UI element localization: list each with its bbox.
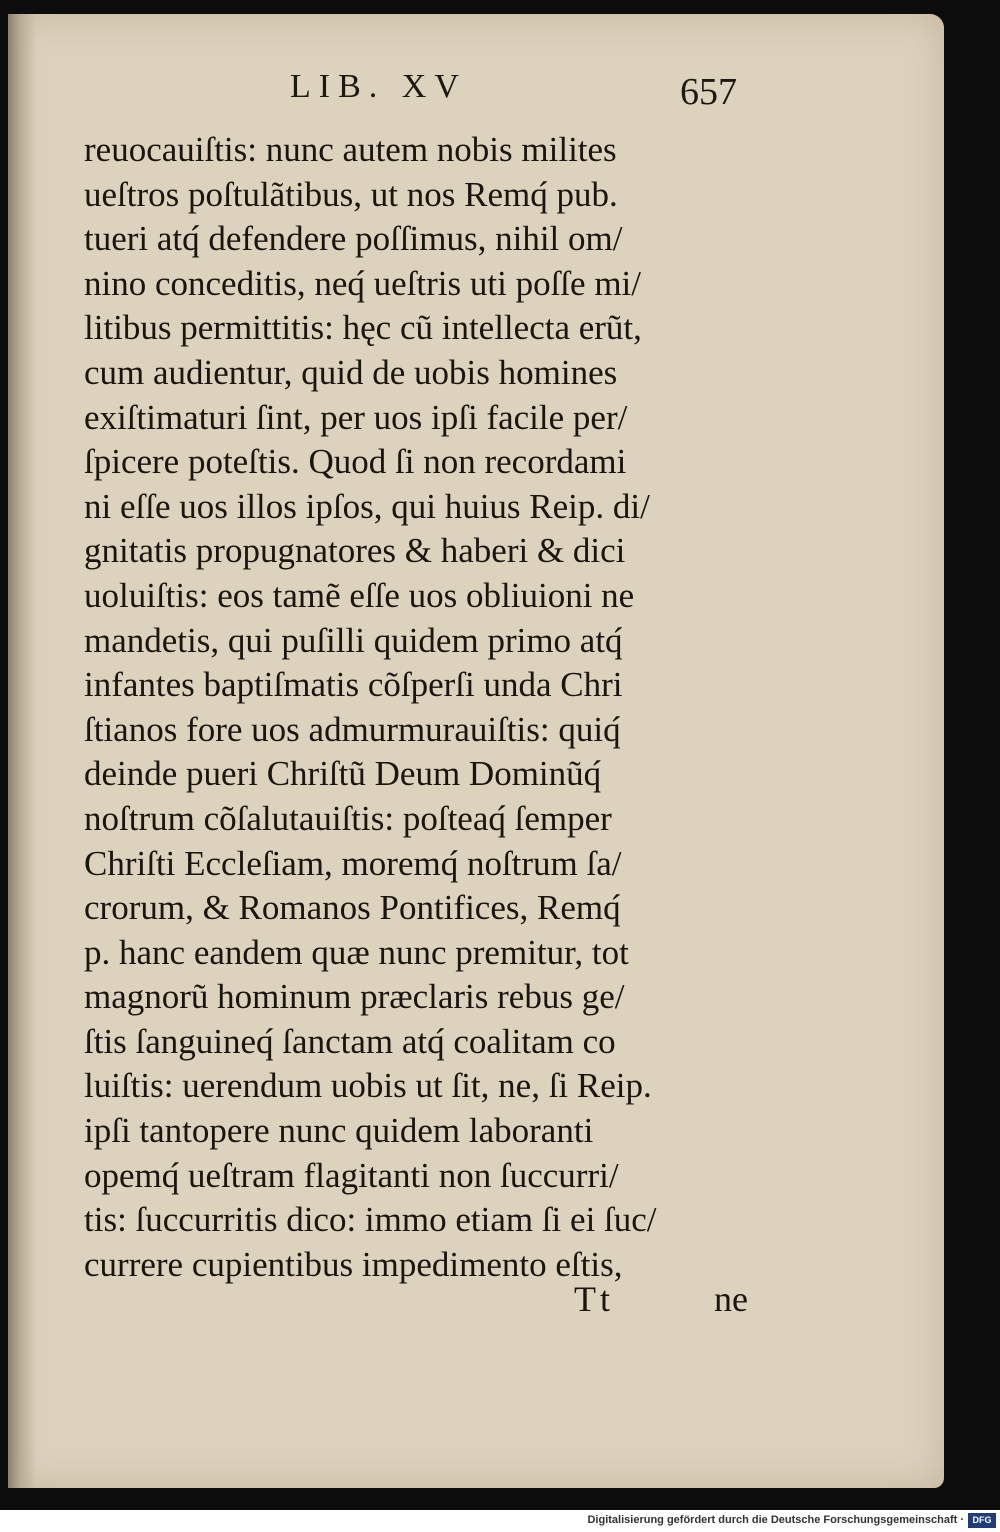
text-line: tueri atq́ defendere poſſimus, nihil om/ [84,219,623,259]
text-line: currere cupientibus impedimento eſtis, [84,1244,623,1284]
text-line: exiſtimaturi ſint, per uos ipſi facile per/ [84,397,628,437]
text-line: reuocauiſtis: nunc autem nobis milites [84,130,617,169]
text-line: ipſi tantopere nunc quidem laboranti [84,1111,594,1151]
text-line: crorum, & Romanos Pontifices, Remq́ [84,888,621,928]
footer-bar [0,1510,1000,1532]
text-line: p. hanc eandem quæ nunc premitur, tot [84,932,629,972]
text-line: ſtis ſanguineq́ ſanctam atq́ coalitam co [84,1021,616,1061]
signature-mark: Tt [574,1279,614,1319]
page-gutter [8,14,36,1488]
text-line: infantes baptiſmatis cõſperſi unda Chri [84,665,623,705]
text-line: ſtianos fore uos admurmurauiſtis: quiq́ [84,709,621,749]
text-line: cum audientur, quid de uobis homines [84,352,618,392]
funding-credit: Digitalisierung gefördert durch die Deutsche Forschungsgemeinschaft · [587,1514,964,1526]
text-line: deinde pueri Chriſtũ Deum Dominũq́ [84,754,602,794]
running-head: LIB. XV [290,68,467,105]
text-line: gnitatis propugnatores & haberi & dici [84,531,626,571]
catchword: ne [714,1279,748,1319]
text-line: Chriſti Eccleſiam, moremq́ noſtrum ſa/ [84,843,622,883]
text-line: tis: ſuccurritis dico: immo etiam ſi ei ſuc/ [84,1200,657,1240]
text-line: mandetis, qui puſilli quidem primo atq́ [84,620,623,660]
text-line: uoluiſtis: eos tamẽ eſſe uos obliuioni ne [84,575,635,615]
page-number: 657 [680,71,737,113]
text-line: litibus permittitis: hęc cũ intellecta erũt, [84,308,642,348]
text-block [84,128,764,1287]
dfg-logo: DFG [968,1513,996,1528]
text-line: ni eſſe uos illos ipſos, qui huius Reip. di/ [84,486,650,526]
text-line: noſtrum cõſalutauiſtis: poſteaq́ ſemper [84,798,612,838]
text-line: opemq́ ueſtram flagitanti non ſuccurri/ [84,1155,619,1195]
text-line: ſpicere poteſtis. Quod ſi non recordami [84,442,627,482]
text-line: nino conceditis, neq́ ueſtris uti poſſe mi/ [84,263,641,303]
text-line: magnorũ hominum præclaris rebus ge/ [84,977,625,1017]
text-line: ueſtros poſtulãtibus, ut nos Remq́ pub. [84,174,618,214]
book-page [8,14,944,1488]
text-line: luiſtis: uerendum uobis ut ſit, ne, ſi Reip. [84,1066,652,1106]
